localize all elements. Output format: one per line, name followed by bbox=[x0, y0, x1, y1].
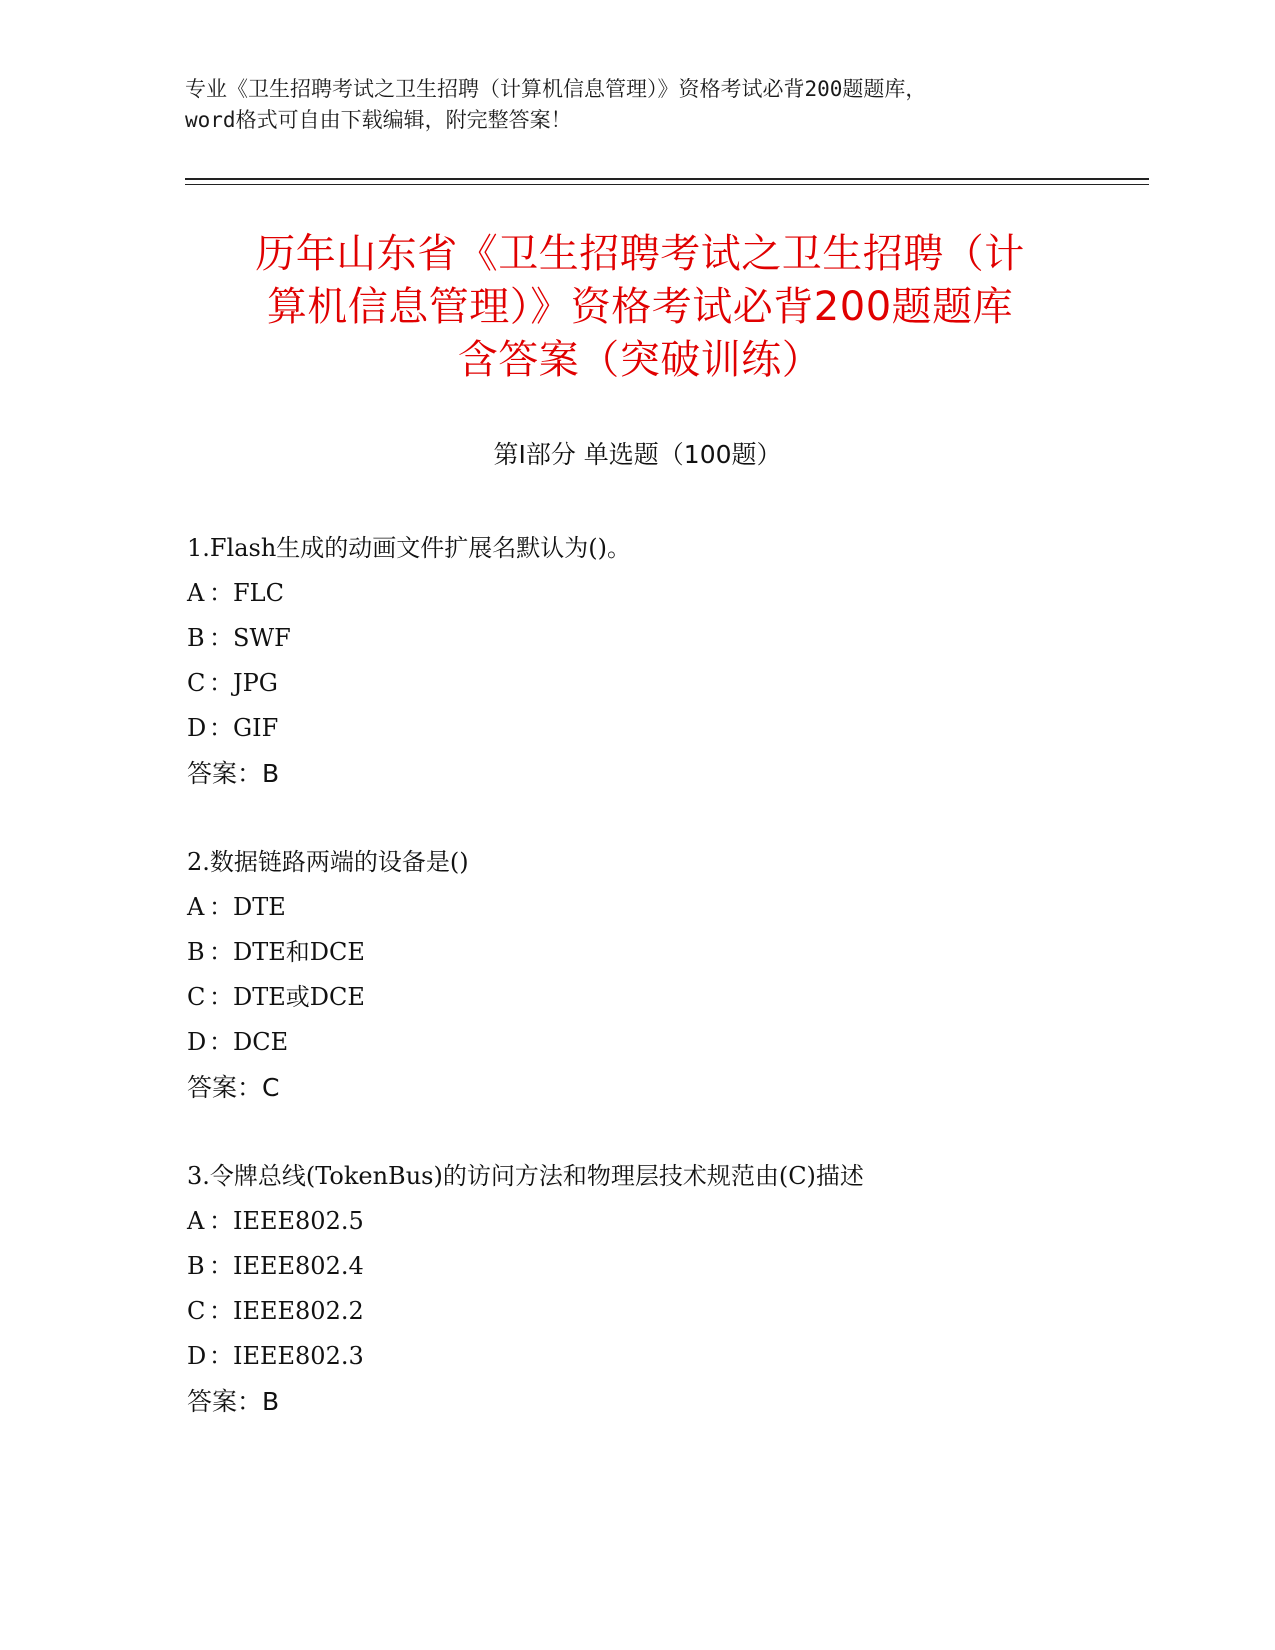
answer-line: 答案：C bbox=[187, 1073, 280, 1102]
option-b bbox=[187, 616, 1187, 661]
option-letter: B bbox=[187, 1252, 205, 1280]
header-rule-thin bbox=[185, 184, 1149, 185]
question-1 bbox=[187, 526, 1187, 796]
option-letter: B bbox=[187, 938, 205, 966]
option-text: JPG bbox=[233, 669, 278, 697]
option-letter: D bbox=[187, 1342, 207, 1370]
option-separator: ： bbox=[209, 983, 233, 1011]
option-d bbox=[187, 1020, 1187, 1065]
option-letter: A bbox=[187, 579, 205, 607]
question-2 bbox=[187, 840, 1187, 1110]
header-note-line-2: word格式可自由下载编辑，附完整答案！ bbox=[185, 108, 572, 132]
option-letter: C bbox=[187, 983, 206, 1011]
option-text: DTE和DCE bbox=[233, 938, 365, 966]
answer-line: 答案：B bbox=[187, 759, 280, 788]
option-c bbox=[187, 661, 1187, 706]
option-letter: D bbox=[187, 1028, 207, 1056]
option-text: IEEE802.5 bbox=[233, 1207, 364, 1235]
option-letter: C bbox=[187, 669, 206, 697]
question-stem: 2.数据链路两端的设备是() bbox=[187, 848, 469, 876]
section-heading: 第I部分 单选题（100题） bbox=[493, 440, 782, 469]
answer-line: 答案：B bbox=[187, 1387, 280, 1416]
question-stem: 1.Flash生成的动画文件扩展名默认为()。 bbox=[187, 534, 632, 562]
header-note-line-1: 专业《卫生招聘考试之卫生招聘（计算机信息管理）》资格考试必背200题题库， bbox=[185, 77, 927, 101]
option-d bbox=[187, 1334, 1187, 1379]
document-title bbox=[170, 228, 1110, 387]
option-text: FLC bbox=[233, 579, 284, 607]
option-letter: A bbox=[187, 893, 205, 921]
option-a bbox=[187, 1199, 1187, 1244]
document-title-line-2: 算机信息管理）》资格考试必背200题题库 bbox=[266, 284, 1014, 330]
question-list bbox=[187, 526, 1187, 1468]
question-3 bbox=[187, 1154, 1187, 1424]
option-text: DTE bbox=[233, 893, 286, 921]
option-a bbox=[187, 885, 1187, 930]
option-letter: B bbox=[187, 624, 205, 652]
option-text: DTE或DCE bbox=[233, 983, 365, 1011]
option-text: IEEE802.3 bbox=[233, 1342, 364, 1370]
option-separator: ： bbox=[209, 1028, 233, 1056]
option-a bbox=[187, 571, 1187, 616]
option-separator: ： bbox=[209, 714, 233, 742]
option-separator: ： bbox=[209, 1342, 233, 1370]
option-text: DCE bbox=[233, 1028, 289, 1056]
option-letter: C bbox=[187, 1297, 206, 1325]
option-text: GIF bbox=[233, 714, 279, 742]
document-title-line-3: 含答案（突破训练） bbox=[457, 337, 823, 383]
option-separator: ： bbox=[209, 1297, 233, 1325]
option-separator: ： bbox=[209, 893, 233, 921]
option-separator: ： bbox=[209, 938, 233, 966]
option-text: IEEE802.2 bbox=[233, 1297, 364, 1325]
option-separator: ： bbox=[209, 669, 233, 697]
option-letter: D bbox=[187, 714, 207, 742]
option-letter: A bbox=[187, 1207, 205, 1235]
option-separator: ： bbox=[209, 1207, 233, 1235]
option-c bbox=[187, 1289, 1187, 1334]
header-note bbox=[185, 74, 1085, 136]
option-c bbox=[187, 975, 1187, 1020]
question-stem: 3.令牌总线(TokenBus)的访问方法和物理层技术规范由(C)描述 bbox=[187, 1162, 864, 1190]
option-b bbox=[187, 930, 1187, 975]
option-text: IEEE802.4 bbox=[233, 1252, 364, 1280]
option-b bbox=[187, 1244, 1187, 1289]
option-separator: ： bbox=[209, 624, 233, 652]
option-separator: ： bbox=[209, 1252, 233, 1280]
option-separator: ： bbox=[209, 579, 233, 607]
option-text: SWF bbox=[233, 624, 291, 652]
option-d bbox=[187, 706, 1187, 751]
header-rule-thick bbox=[185, 178, 1149, 180]
document-title-line-1: 历年山东省《卫生招聘考试之卫生招聘（计 bbox=[255, 231, 1025, 277]
